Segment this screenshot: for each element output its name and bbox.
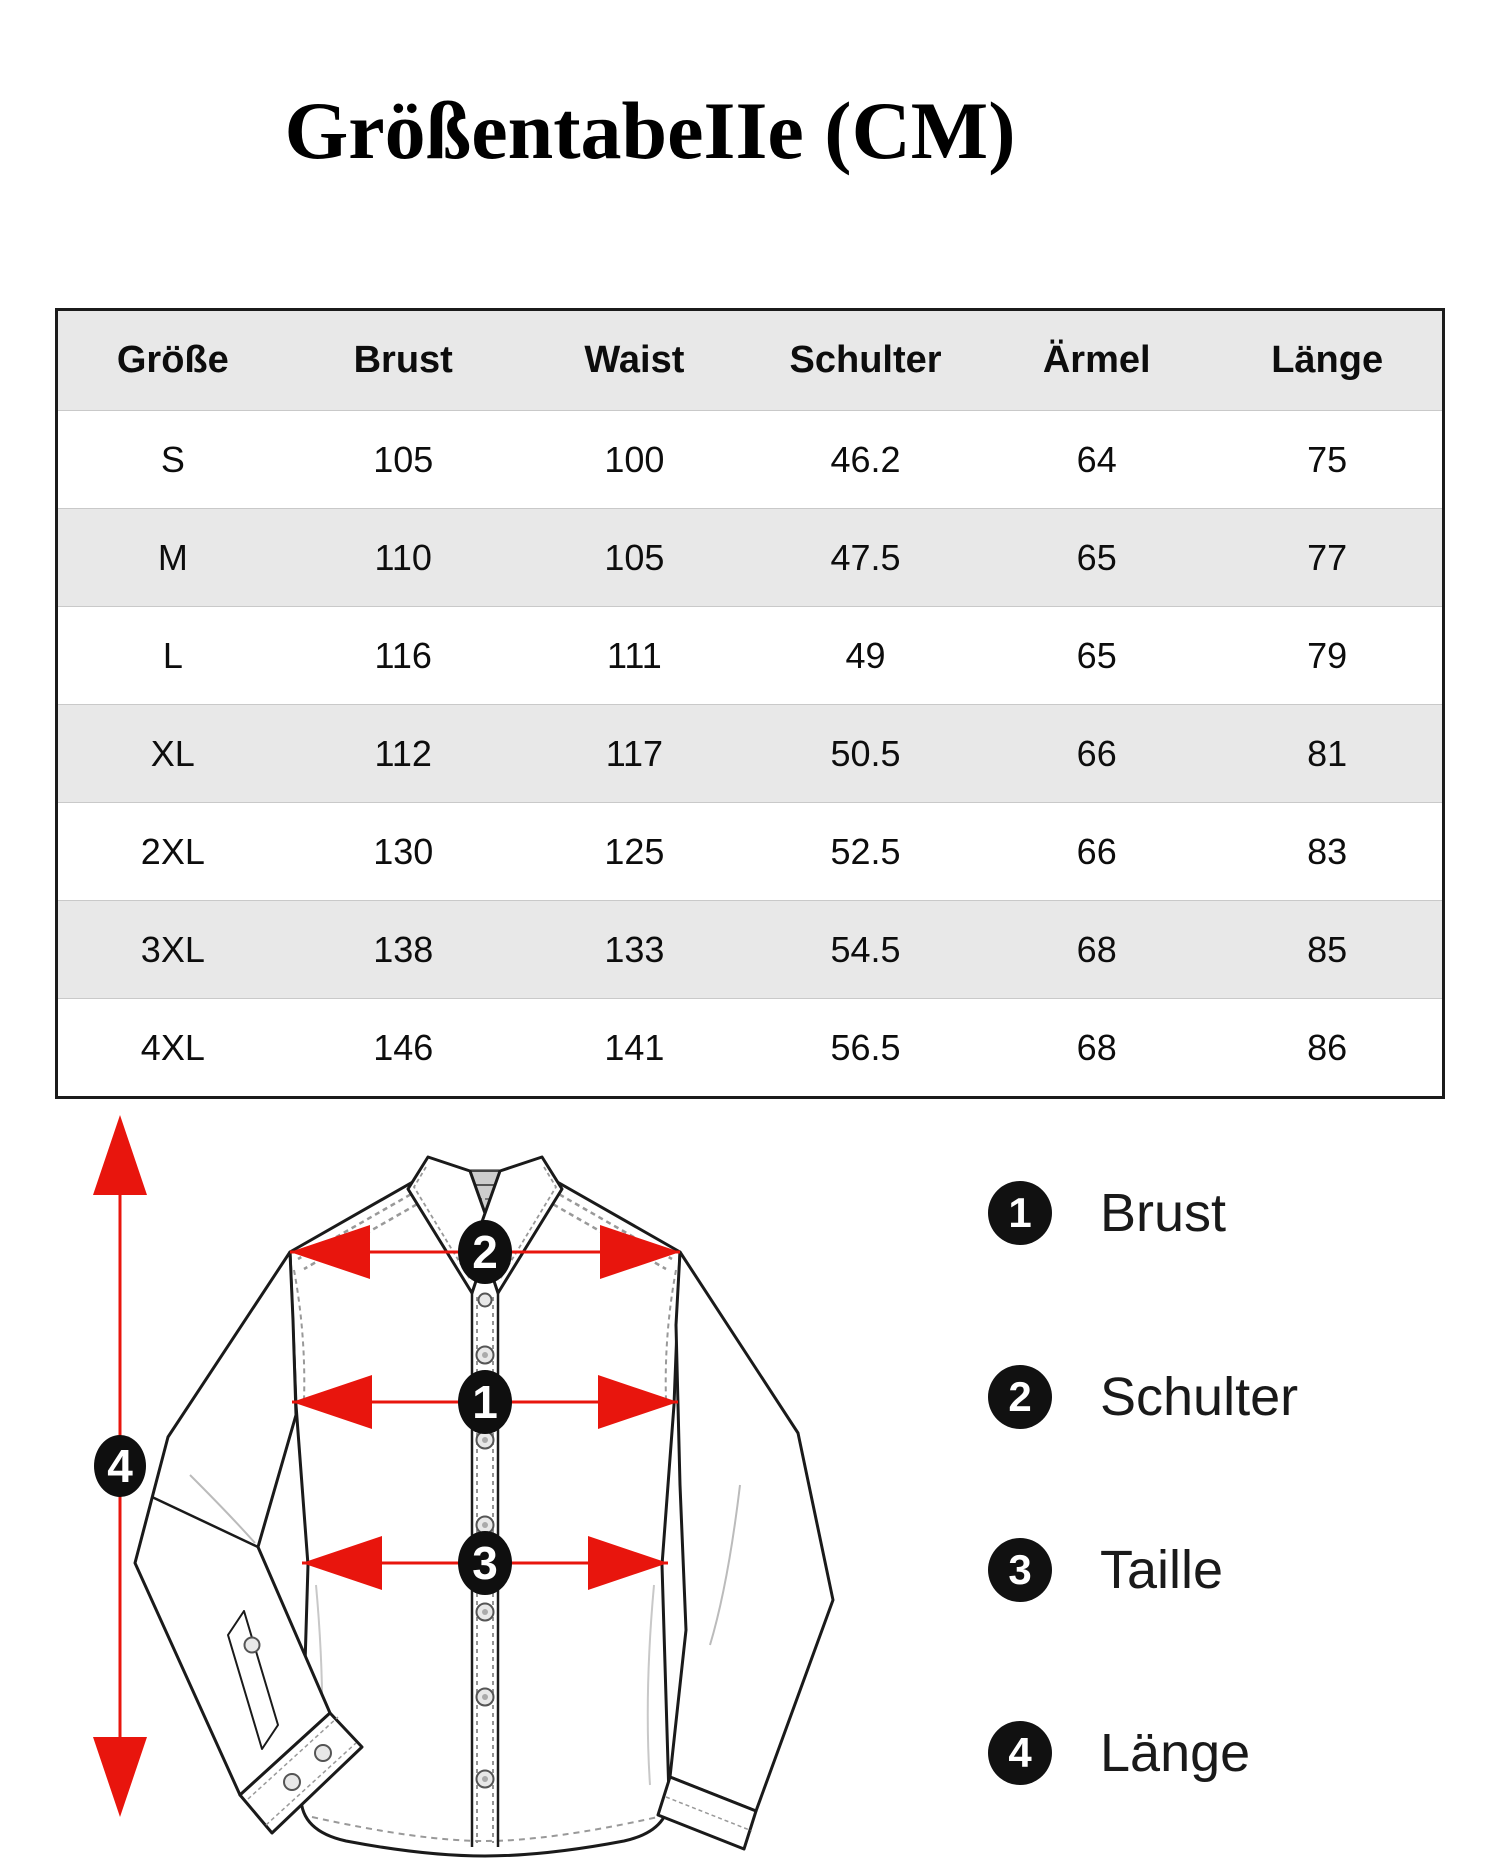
cell: 52.5: [830, 830, 901, 872]
col-laenge: Länge: [1212, 310, 1443, 411]
cell: M: [157, 536, 188, 578]
badge-1-brust: 1: [472, 1376, 498, 1428]
cell: 105: [604, 536, 665, 578]
cell: 47.5: [830, 536, 901, 578]
cell: 111: [607, 634, 662, 676]
shirt-measurement-diagram: [40, 1085, 940, 1875]
table-row-2xl: [57, 803, 1444, 901]
cell: S: [160, 438, 185, 480]
col-waist: Waist: [519, 310, 750, 411]
legend-badge-1: 1: [988, 1181, 1052, 1245]
legend-badge-2: 2: [988, 1365, 1052, 1429]
badge-3-taille: 3: [472, 1537, 498, 1589]
legend-label-brust: Brust: [1100, 1183, 1227, 1243]
table-header-row: [57, 310, 1444, 411]
cell: 56.5: [830, 1026, 901, 1068]
cell: 138: [373, 928, 434, 970]
page-title: GrößentabeIIe (CM): [284, 85, 1016, 176]
col-schulter: Schulter: [750, 310, 981, 411]
cell: 133: [604, 928, 665, 970]
size-table-header: [57, 310, 1444, 411]
cell: 81: [1307, 732, 1348, 774]
cell: 66: [1076, 732, 1117, 774]
badge-2-schulter: 2: [472, 1226, 498, 1278]
badge-4-laenge: 4: [107, 1440, 133, 1492]
legend-item-taille: [988, 1538, 1223, 1602]
cell: 65: [1076, 634, 1117, 676]
cell: 130: [373, 830, 434, 872]
table-row-xl: [57, 705, 1444, 803]
col-groesse: Größe: [57, 310, 288, 411]
cell: 3XL: [140, 928, 205, 970]
cell: 83: [1307, 830, 1348, 872]
legend-label-taille: Taille: [1100, 1540, 1224, 1600]
cell: 146: [373, 1026, 434, 1068]
cell: 4XL: [140, 1026, 205, 1068]
cell: 64: [1076, 438, 1117, 480]
cell: XL: [150, 732, 195, 774]
col-brust: Brust: [288, 310, 519, 411]
cell: 141: [604, 1026, 665, 1068]
col-aermel: Ärmel: [981, 310, 1212, 411]
table-row-l: [57, 607, 1444, 705]
cell: 68: [1076, 1026, 1117, 1068]
cell: 46.2: [830, 438, 901, 480]
cell: 125: [604, 830, 665, 872]
cell: 117: [605, 732, 664, 774]
cell: 75: [1307, 438, 1348, 480]
legend-item-brust: [988, 1181, 1226, 1245]
cell: 105: [373, 438, 434, 480]
cell: 50.5: [830, 732, 901, 774]
cell: 68: [1076, 928, 1117, 970]
table-row-m: [57, 509, 1444, 607]
legend-label-schulter: Schulter: [1100, 1367, 1299, 1427]
cell: 79: [1307, 634, 1348, 676]
size-table: [55, 308, 1445, 1099]
table-row-s: [57, 411, 1444, 509]
cell: 54.5: [830, 928, 901, 970]
cell: 2XL: [140, 830, 205, 872]
cell: 66: [1076, 830, 1117, 872]
cell: 110: [374, 536, 432, 578]
legend-badge-3: 3: [988, 1538, 1052, 1602]
right-sleeve: [658, 1252, 833, 1849]
cell: 112: [374, 732, 432, 774]
cell: 77: [1307, 536, 1348, 578]
table-row-3xl: [57, 901, 1444, 999]
legend-item-laenge: [988, 1721, 1250, 1785]
legend-item-schulter: [988, 1365, 1298, 1429]
cell: 65: [1076, 536, 1117, 578]
cell: 85: [1307, 928, 1348, 970]
cell: 100: [604, 438, 665, 480]
legend-label-laenge: Länge: [1100, 1723, 1251, 1783]
cell: 116: [374, 634, 432, 676]
legend-badge-4: 4: [988, 1721, 1052, 1785]
cell: L: [162, 634, 183, 676]
cell: 49: [845, 634, 886, 676]
cell: 86: [1307, 1026, 1348, 1068]
table-row-4xl: [57, 999, 1444, 1098]
